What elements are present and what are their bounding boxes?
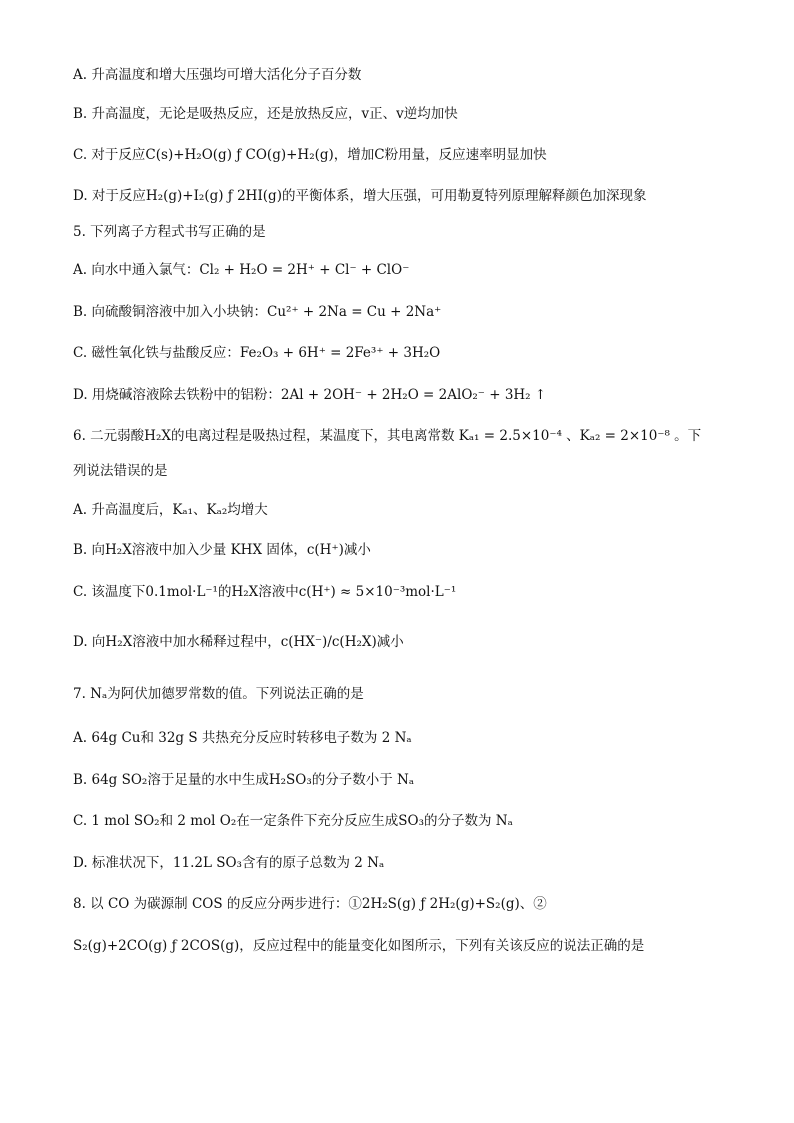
question-7-option-b: B. 64g SO₂溶于足量的水中生成H₂SO₃的分子数小于 Nₐ	[73, 772, 415, 788]
question-5-stem: 5. 下列离子方程式书写正确的是	[73, 224, 266, 240]
question-6-stem-line-1: 6. 二元弱酸H₂X的电离过程是吸热过程，某温度下，其电离常数 Kₐ₁ = 2.5×10⁻⁴ 、Kₐ₂ = 2×10⁻⁸ 。下	[73, 428, 702, 444]
question-6-option-c: C. 该温度下0.1mol·L⁻¹的H₂X溶液中c(H⁺) ≈ 5×10⁻³mol·L⁻¹	[73, 584, 457, 600]
question-4-option-c: C. 对于反应C(s)+H₂O(g) ƒ CO(g)+H₂(g)，增加C粉用量，反应速率明显加快	[73, 147, 547, 163]
question-7-option-c: C. 1 mol SO₂和 2 mol O₂在一定条件下充分反应生成SO₃的分子数为 Nₐ	[73, 813, 513, 829]
question-4-option-d: D. 对于反应H₂(g)+I₂(g) ƒ 2HI(g)的平衡体系，增大压强，可用勒夏特列原理解释颜色加深现象	[73, 188, 647, 204]
question-8-stem-line-1: 8. 以 CO 为碳源制 COS 的反应分两步进行：①2H₂S(g) ƒ 2H₂(g)+S₂(g)、②	[73, 896, 547, 912]
question-7-option-d: D. 标准状况下，11.2L SO₃含有的原子总数为 2 Nₐ	[73, 855, 385, 871]
question-7-stem: 7. Nₐ为阿伏加德罗常数的值。下列说法正确的是	[73, 686, 364, 702]
question-5-option-c: C. 磁性氧化铁与盐酸反应：Fe₂O₃ + 6H⁺ = 2Fe³⁺ + 3H₂O	[73, 345, 441, 361]
question-6-option-d: D. 向H₂X溶液中加水稀释过程中，c(HX⁻)/c(H₂X)减小	[73, 634, 404, 650]
question-4-option-a: A. 升高温度和增大压强均可增大活化分子百分数	[73, 67, 362, 83]
question-5-option-d: D. 用烧碱溶液除去铁粉中的铝粉：2Al + 2OH⁻ + 2H₂O = 2AlO₂⁻ + 3H₂ ↑	[73, 387, 547, 403]
question-5-option-b: B. 向硫酸铜溶液中加入小块钠：Cu²⁺ + 2Na = Cu + 2Na⁺	[73, 304, 442, 320]
question-6-stem-line-2: 列说法错误的是	[73, 463, 168, 479]
question-4-option-b: B. 升高温度，无论是吸热反应，还是放热反应，v正、v逆均加快	[73, 106, 458, 122]
question-5-option-a: A. 向水中通入氯气：Cl₂ + H₂O = 2H⁺ + Cl⁻ + ClO⁻	[73, 262, 410, 278]
question-8-stem-line-2: S₂(g)+2CO(g) ƒ 2COS(g)，反应过程中的能量变化如图所示，下列有关该反应的说法正确的是	[73, 938, 645, 954]
question-6-option-a: A. 升高温度后，Kₐ₁、Kₐ₂均增大	[73, 502, 268, 518]
question-7-option-a: A. 64g Cu和 32g S 共热充分反应时转移电子数为 2 Nₐ	[73, 730, 412, 746]
question-6-option-b: B. 向H₂X溶液中加入少量 KHX 固体，c(H⁺)减小	[73, 542, 371, 558]
